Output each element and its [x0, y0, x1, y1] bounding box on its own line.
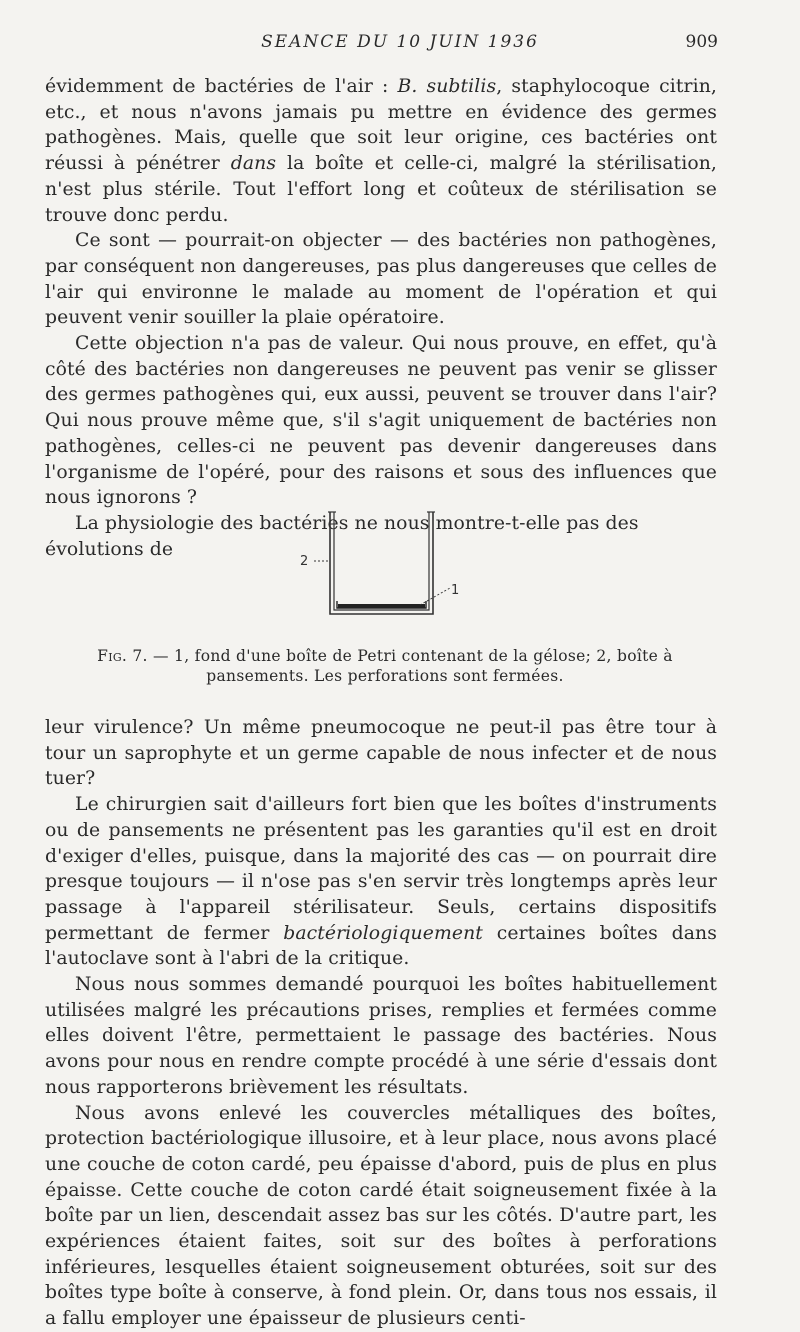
- header-title: SEANCE DU 10 JUIN 1936: [261, 32, 539, 52]
- paragraph: Cette objection n'a pas de valeur. Qui nous prouve, en effet, qu'à côté des bactéries non dangereuses ne peuvent pas venir se glisser des germes pathogènes qui, eux aussi, peuvent se trouver dans l'air? Qui nous prouve même que, s'il s'agit uniquement de bactéries non pathogènes, celles-ci ne peuvent pas devenir dangereuses dans l'organisme de l'opéré, pour des raisons et sous des influences que nous ignorons ?: [45, 333, 717, 509]
- label-2: 2: [300, 554, 309, 569]
- label-1: 1: [451, 583, 460, 598]
- paragraph: Ce sont — pourrait-on objecter — des bactéries non pathogènes, par conséquent non dangereuses, pas plus dangereuses que celles de l'air qui environne le malade au moment de l'opération et qui peuvent venir souiller la plaie opératoire.: [45, 230, 717, 329]
- paragraph: La physiologie des bactéries ne nous montre-t-elle pas des évolutions de: [45, 512, 639, 560]
- agar-layer: [338, 604, 425, 608]
- paragraph: leur virulence? Un même pneumocoque ne peut-il pas être tour à tour un saprophyte et un germe capable de nous infecter et de nous tuer?: [45, 717, 717, 790]
- paragraph: Nous nous sommes demandé pourquoi les boîtes habituellement utilisées malgré les précautions prises, remplies et fermées comme elles doivent l'être, permettaient le passage des bactéries. Nous avons pour nous en rendre compte procédé à une série d'essais dont nous rapporterons brièvement les résultats.: [45, 974, 717, 1098]
- caption-text: — 1, fond d'une boîte de Petri contenant de la gélose; 2, boîte à pansements. Les perforations sont fermées.: [147, 647, 673, 685]
- text-block-top: [45, 74, 717, 562]
- box-inner-wall: [334, 512, 429, 610]
- figure-7: [290, 508, 470, 628]
- caption-figure-label: Fig. 7.: [97, 647, 148, 665]
- italic-term: B. subtilis: [397, 76, 497, 97]
- paragraph: Le chirurgien sait d'ailleurs fort bien que les boîtes d'instruments ou de pansements ne présentent pas les garanties qu'il est en droit d'exiger d'elles, puisque, dans la majorité des cas — on pourrait dire presque toujours — il n'ose pas s'en servir très longtemps après leur passage à l'appareil stérilisateur. Seuls, certains dispositifs permettant de fermer bactériologiquement certaines boîtes dans l'autoclave sont à l'abri de la critique.: [45, 794, 717, 970]
- page-number: 909: [685, 32, 718, 52]
- paragraph: évidemment de bactéries de l'air : B. subtilis, staphylocoque citrin, etc., et nous n'avons jamais pu mettre en évidence des germes pathogènes. Mais, quelle que soit leur origine, ces bactéries ont réussi à pénétrer dans la boîte et celle-ci, malgré la stérilisation, n'est plus stérile. Tout l'effort long et coûteux de stérilisation se trouve donc perdu.: [45, 76, 717, 226]
- text-block-bottom: [45, 715, 717, 1332]
- running-header: [0, 30, 800, 56]
- figure-caption: [45, 646, 725, 686]
- paragraph: Nous avons enlevé les couvercles métalliques des boîtes, protection bactériologique illusoire, et à leur place, nous avons placé une couche de coton cardé, peu épaisse d'abord, puis de plus en plus épaisse. Cette couche de coton cardé était soigneusement fixée à la boîte par un lien, descendait assez bas sur les côtés. D'autre part, les expériences étaient faites, soit sur des boîtes à perforations inférieures, lesquelles étaient soigneusement obturées, soit sur des boîtes type boîte à conserve, à fond plein. Or, dans tous nos essais, il a fallu employer une épaisseur de plusieurs centi-: [45, 1102, 717, 1330]
- italic-term: bactériologiquement: [283, 922, 483, 944]
- italic-term: dans: [230, 153, 277, 175]
- box-outer-wall: [330, 512, 433, 614]
- box-diagram: [290, 508, 470, 628]
